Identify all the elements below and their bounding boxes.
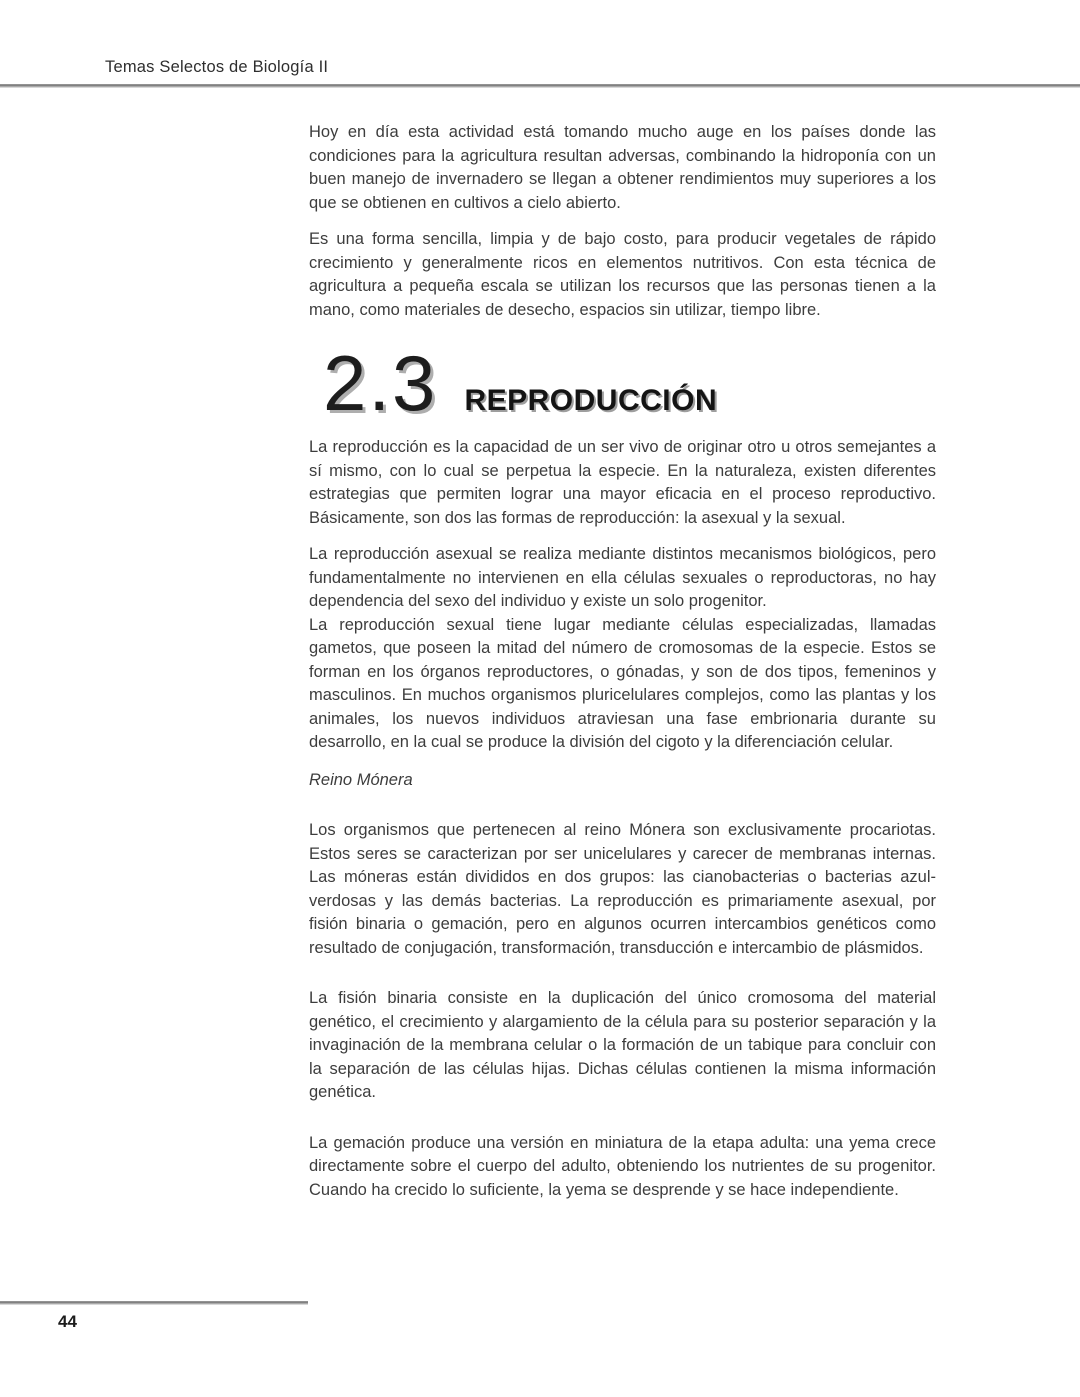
paragraph-gemacion: La gemación produce una versión en miniatura de la etapa adulta: una yema crece directamente sobre el cuerpo del adulto, obteniendo los nutrientes de su progenitor. Cuando ha crecido lo suficiente, la yema se desprende y se hace independiente. bbox=[309, 1133, 936, 1199]
paragraph-reproduccion-asexual: La reproducción asexual se realiza mediante distintos mecanismos biológicos, pero fundamentalmente no intervienen en ella células sexuales o reproductoras, no hay dependencia del sexo del individuo y existe un solo progenitor. bbox=[309, 545, 936, 611]
header-divider-rule bbox=[0, 84, 1080, 88]
paragraph-definicion-reproduccion: La reproducción es la capacidad de un ser vivo de originar otro u otros semejantes a sí mismo, con lo cual se perpetua la especie. En la naturaleza, existen diferentes estrategias que permiten lograr una mayor eficacia en el proceso reproductivo. Básicamente, son dos las formas de reproducción: la asexual y la sexual. bbox=[309, 438, 936, 527]
page-number: 44 bbox=[58, 1312, 77, 1331]
paragraph-forma-sencilla: Es una forma sencilla, limpia y de bajo costo, para producir vegetales de rápido crecimiento y generalmente ricos en elementos nutritivos. Con esta técnica de agricultura a pequeña escala se utilizan los recursos que las personas tienen a la mano, como materiales de desecho, espacios sin utilizar, tiempo libre. bbox=[309, 230, 936, 319]
section-number: 2.3 bbox=[323, 339, 438, 427]
page-body bbox=[309, 121, 936, 1215]
paragraph-fision-binaria: La fisión binaria consiste en la duplicación del único cromosoma del material genético, el crecimiento y alargamiento de la célula para su posterior separación y la invaginación de la membrana celular o la formación de un tabique para concluir con la separación de las células hijas. Dichas células contienen la misma información genética. bbox=[309, 989, 936, 1102]
section-heading bbox=[323, 339, 936, 427]
subheading-reino-monera: Reino Mónera bbox=[309, 770, 413, 789]
section-title: REPRODUCCIÓN bbox=[464, 384, 718, 417]
footer-divider-rule bbox=[0, 1301, 308, 1305]
paragraph-hidroponia-auge: Hoy en día esta actividad está tomando mucho auge en los países donde las condiciones para la agricultura resultan adversas, combinando la hidroponía con un buen manejo de invernadero se llegan a obtener rendimientos muy superiores a los que se obtienen en cultivos a cielo abierto. bbox=[309, 123, 936, 212]
running-header-title: Temas Selectos de Biología II bbox=[105, 58, 329, 76]
paragraph-organismos-monera: Los organismos que pertenecen al reino Mónera son exclusivamente procariotas. Estos seres se caracterizan por ser unicelulares y carecer de membranas internas. Las móneras están divididos en dos grupos: las cianobacterias o bacterias azul-verdosas y las demás bacterias. La reproducción es primariamente asexual, por fisión binaria o gemación, pero en algunos ocurren intercambios genéticos como resultado de conjugación, transformación, transducción e intercambio de plásmidos. bbox=[309, 821, 936, 957]
paragraph-reproduccion-sexual: La reproducción sexual tiene lugar mediante células especializadas, llamadas gametos, que poseen la mitad del número de cromosomas de la especie. Estos se forman en los órganos reproductores, o gónadas, y son de dos tipos, femeninos y masculinos. En muchos organismos pluricelulares complejos, como las plantas y los animales, los nuevos individuos atraviesan una fase embrionaria durante su desarrollo, en la cual se produce la división del cigoto y la diferenciación celular. bbox=[309, 615, 936, 752]
